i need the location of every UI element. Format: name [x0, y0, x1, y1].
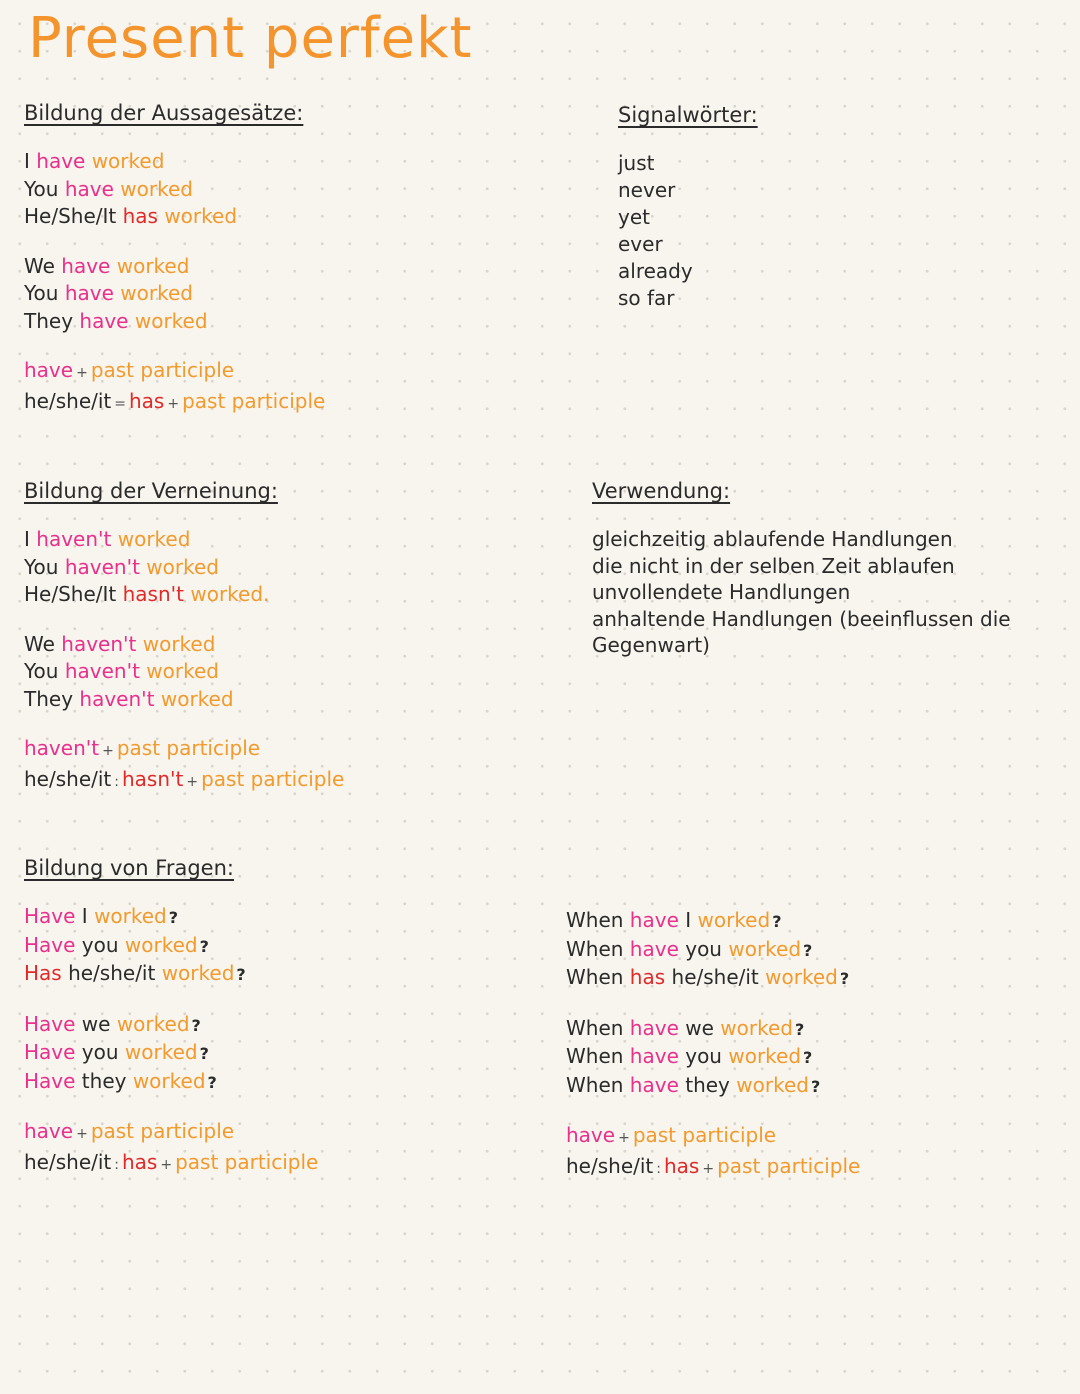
question-word: When — [566, 965, 624, 989]
auxiliary: Have — [24, 1011, 76, 1036]
auxiliary: Have — [24, 904, 76, 928]
auxiliary: haven't — [79, 686, 155, 711]
subject: We — [24, 253, 55, 278]
auxiliary: haven't — [36, 527, 112, 551]
verb: worked — [116, 253, 190, 278]
subject: he/she/it — [566, 1153, 654, 1178]
auxiliary: has — [121, 1149, 158, 1174]
separator: : — [114, 773, 119, 790]
subject: You — [24, 176, 59, 201]
verb: worked — [117, 527, 191, 551]
subject: I — [24, 527, 30, 551]
wh-question-line — [566, 907, 860, 936]
verb: worked — [697, 908, 771, 932]
verb: worked — [164, 204, 238, 228]
usage-line: die nicht in der selben Zeit ablaufen — [592, 553, 955, 578]
question-mark: ? — [199, 936, 209, 956]
question-mark: ? — [191, 1015, 201, 1035]
subject: he/she/it — [671, 965, 759, 989]
auxiliary: has — [629, 965, 666, 989]
question-line — [24, 903, 318, 932]
negation-line — [24, 554, 344, 582]
past-participle: past participle — [90, 358, 235, 382]
plus-sign: + — [160, 1156, 173, 1173]
subject: he/she/it — [68, 961, 156, 985]
verb: worked — [94, 904, 167, 928]
auxiliary: have — [36, 149, 86, 173]
auxiliary: has — [122, 204, 158, 228]
auxiliary: Have — [24, 932, 76, 957]
auxiliary: haven't — [64, 554, 140, 579]
verb: worked — [124, 1040, 198, 1064]
question-mark: ? — [810, 1076, 821, 1096]
verb: worked — [116, 1011, 190, 1036]
negation-rule — [24, 766, 344, 797]
question-line — [24, 960, 318, 989]
subject: We — [24, 631, 55, 656]
questions-heading: Bildung von Fragen: — [24, 856, 234, 880]
subject: we — [81, 1011, 111, 1036]
auxiliary: has — [663, 1153, 700, 1178]
verb: worked — [124, 932, 198, 957]
subject: I — [81, 904, 88, 928]
wh-question-line — [566, 1043, 860, 1072]
separator: : — [656, 1160, 661, 1177]
question-line — [24, 1039, 318, 1068]
negation-heading: Bildung der Verneinung: — [24, 479, 278, 503]
wh-question-line — [566, 964, 860, 993]
verb: worked — [91, 149, 165, 173]
verb: worked — [146, 659, 219, 683]
verb: worked — [160, 686, 234, 711]
auxiliary: haven't — [64, 659, 140, 683]
negation-section — [24, 478, 344, 796]
auxiliary: has — [129, 388, 165, 413]
subject: you — [81, 932, 119, 957]
subject: They — [24, 686, 74, 711]
wh-question-line — [566, 936, 860, 965]
verb: worked — [120, 281, 193, 305]
auxiliary: have — [629, 1015, 679, 1040]
question-line — [24, 1068, 318, 1097]
negation-line — [24, 658, 344, 686]
subject: You — [24, 281, 59, 305]
question-word: When — [566, 1015, 624, 1040]
past-participle: past participle — [632, 1123, 777, 1147]
question-rule — [24, 1149, 318, 1180]
separator: = — [114, 395, 126, 412]
plus-sign: + — [76, 1126, 88, 1142]
auxiliary: haven't — [24, 736, 100, 760]
statement-line — [24, 308, 325, 336]
wh-questions-section — [566, 907, 860, 1183]
statement-rule — [24, 388, 325, 419]
verb: worked — [120, 176, 193, 201]
auxiliary: have — [64, 281, 114, 305]
auxiliary: have — [61, 253, 111, 278]
auxiliary: Has — [24, 961, 62, 985]
signal-word: already — [618, 259, 693, 283]
statement-line — [24, 176, 325, 204]
question-line — [24, 1011, 318, 1040]
verb: worked — [161, 961, 235, 985]
subject: you — [81, 1040, 119, 1064]
plus-sign: + — [186, 773, 199, 790]
verb: worked. — [190, 582, 270, 606]
question-mark: ? — [839, 969, 850, 988]
subject: I — [24, 149, 30, 173]
signal-word: just — [618, 151, 655, 175]
subject: They — [24, 308, 74, 333]
subject: You — [24, 659, 59, 683]
verb: worked — [132, 1068, 206, 1093]
statement-line — [24, 253, 325, 281]
usage-section — [592, 478, 1042, 659]
signal-word: ever — [618, 232, 663, 256]
signal-word: never — [618, 178, 676, 202]
auxiliary: have — [64, 176, 114, 201]
auxiliary: have — [79, 308, 129, 333]
negation-line — [24, 686, 344, 714]
question-word: When — [566, 908, 624, 932]
subject: you — [685, 936, 722, 961]
question-word: When — [566, 1044, 624, 1068]
question-word: When — [566, 1072, 624, 1097]
wh-question-rule — [566, 1153, 860, 1184]
usage-line: anhaltende Handlungen (beeinflussen die — [592, 606, 1011, 631]
subject: He/She/It — [24, 582, 117, 606]
subject: I — [685, 908, 692, 932]
subject: You — [24, 554, 59, 579]
auxiliary: hasn't — [121, 766, 184, 791]
negation-rule — [24, 735, 344, 766]
auxiliary: have — [629, 1072, 679, 1097]
past-participle: past participle — [175, 1149, 319, 1174]
verb: worked — [146, 554, 219, 579]
signal-heading: Signalwörter: — [618, 103, 758, 127]
questions-section — [24, 855, 318, 1179]
subject: he/she/it — [24, 388, 112, 413]
past-participle: past participle — [182, 388, 326, 413]
plus-sign: + — [102, 743, 114, 759]
signal-word: so far — [618, 286, 675, 310]
verb: worked — [736, 1072, 809, 1097]
subject: we — [685, 1015, 714, 1040]
statements-heading: Bildung der Aussagesätze: — [24, 101, 304, 125]
verb: worked — [728, 936, 802, 961]
statement-line — [24, 280, 325, 308]
usage-heading: Verwendung: — [592, 479, 731, 503]
past-participle: past participle — [116, 736, 261, 760]
question-line — [24, 932, 318, 961]
auxiliary: Have — [24, 1068, 76, 1093]
question-rule — [24, 1118, 318, 1149]
auxiliary: hasn't — [122, 582, 184, 606]
auxiliary: have — [629, 936, 679, 961]
auxiliary: have — [24, 1119, 74, 1143]
question-mark: ? — [803, 940, 813, 960]
subject: He/She/It — [24, 204, 117, 228]
statement-line — [24, 203, 325, 231]
question-mark: ? — [794, 1019, 805, 1039]
page-title: Present perfekt — [28, 6, 473, 71]
verb: worked — [728, 1044, 802, 1068]
past-participle: past participle — [90, 1119, 235, 1143]
wh-question-line — [566, 1015, 860, 1044]
question-mark: ? — [803, 1048, 813, 1067]
usage-line: Gegenwart) — [592, 633, 710, 657]
subject: you — [685, 1044, 722, 1068]
statement-rule — [24, 357, 325, 388]
question-word: When — [566, 936, 624, 961]
question-mark: ? — [236, 965, 246, 984]
question-mark: ? — [199, 1044, 209, 1063]
auxiliary: have — [566, 1123, 616, 1147]
auxiliary: have — [629, 1044, 679, 1068]
question-mark: ? — [168, 908, 179, 927]
negation-line — [24, 581, 344, 609]
wh-question-line — [566, 1072, 860, 1101]
usage-line: unvollendete Handlungen — [592, 580, 851, 604]
separator: : — [114, 1156, 119, 1173]
statement-line — [24, 148, 325, 176]
signal-section — [618, 102, 758, 312]
subject: he/she/it — [24, 766, 112, 791]
verb: worked — [765, 965, 838, 989]
subject: they — [81, 1068, 127, 1093]
verb: worked — [134, 308, 208, 333]
subject: they — [685, 1072, 730, 1097]
auxiliary: have — [629, 908, 679, 932]
verb: worked — [720, 1015, 793, 1040]
subject: he/she/it — [24, 1149, 112, 1174]
plus-sign: + — [702, 1160, 715, 1177]
auxiliary: have — [24, 358, 74, 382]
past-participle: past participle — [201, 766, 345, 791]
plus-sign: + — [167, 395, 180, 412]
verb: worked — [142, 631, 216, 656]
question-mark: ? — [207, 1072, 217, 1092]
plus-sign: + — [618, 1130, 630, 1146]
negation-line — [24, 526, 344, 554]
auxiliary: Have — [24, 1040, 76, 1064]
usage-line: gleichzeitig ablaufende Handlungen — [592, 527, 953, 551]
wh-question-rule — [566, 1122, 860, 1153]
signal-word: yet — [618, 205, 650, 229]
question-mark: ? — [772, 912, 782, 931]
past-participle: past participle — [717, 1153, 861, 1178]
negation-line — [24, 631, 344, 659]
plus-sign: + — [76, 365, 88, 381]
auxiliary: haven't — [61, 631, 137, 656]
statements-section — [24, 100, 325, 418]
